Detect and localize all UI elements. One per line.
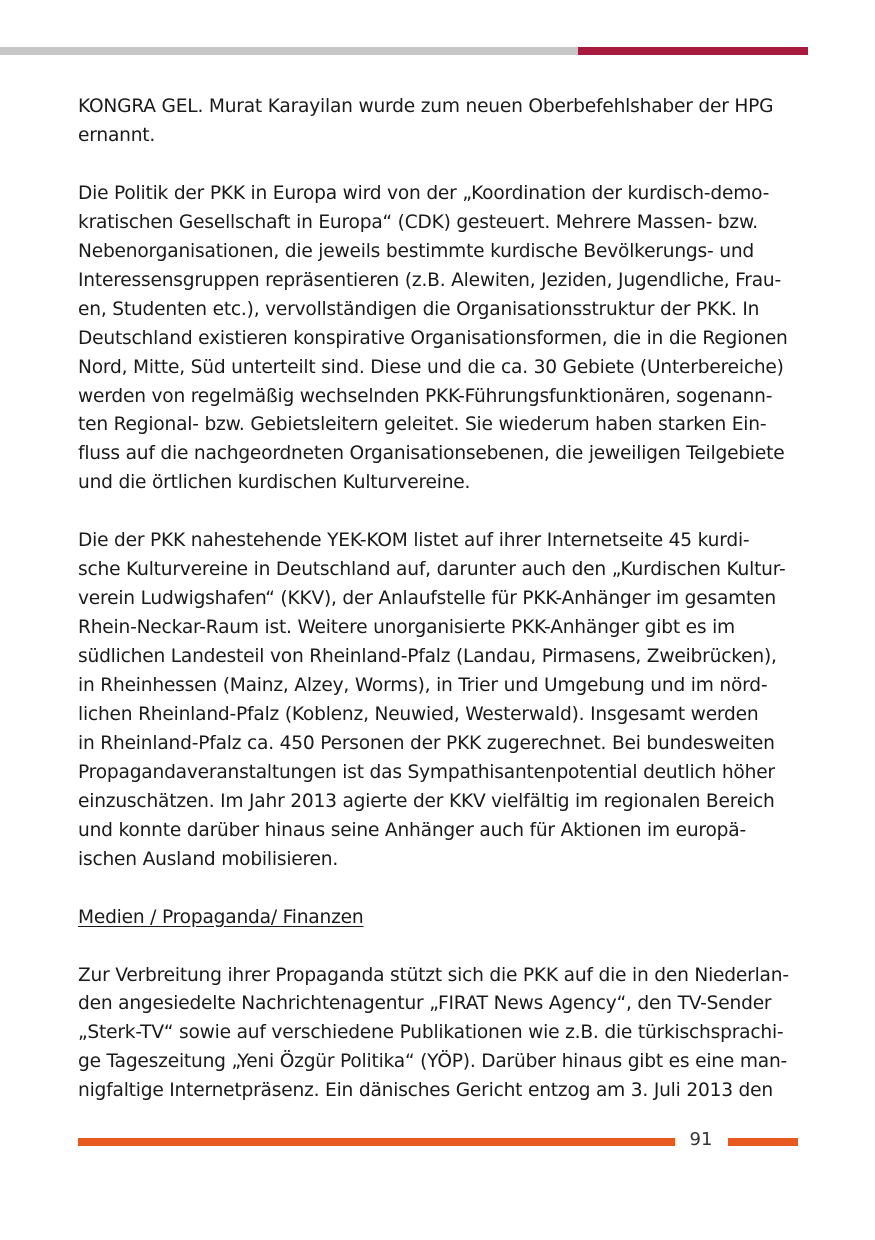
text-line: Die Politik der PKK in Europa wird von der „Koordination der kurdisch-demo- — [78, 182, 770, 204]
page-number: 91 — [689, 1129, 713, 1150]
text-line: Nebenorganisationen, die jeweils bestimmte kurdische Bevölkerungs- und — [78, 240, 755, 262]
text-line: in Rheinland-Pfalz ca. 450 Personen der PKK zugerechnet. Bei bundesweiten — [78, 732, 775, 754]
text-line: ten Regional- bzw. Gebietsleitern geleitet. Sie wiederum haben starken Ein- — [78, 414, 767, 436]
text-line: KONGRA GEL. Murat Karayilan wurde zum neuen Oberbefehlshaber der HPG — [78, 96, 774, 117]
paragraph-1 — [78, 93, 800, 151]
text-line: Nord, Mitte, Süd unterteilt sind. Diese und die ca. 30 Gebiete (Unterbereiche) — [78, 356, 784, 378]
text-line: ischen Ausland mobilisieren. — [78, 848, 339, 870]
text-line: ge Tageszeitung „Yeni Özgür Politika“ (YÖP). Darüber hinaus gibt es eine man- — [78, 1051, 788, 1073]
text-line: in Rheinhessen (Mainz, Alzey, Worms), in Trier und Umgebung und im nörd- — [78, 675, 768, 697]
header-rule-gray — [0, 47, 578, 55]
text-line: Interessensgruppen repräsentieren (z.B. Alewiten, Jeziden, Jugendliche, Frau- — [78, 269, 782, 291]
text-line: Die der PKK nahestehende YEK-KOM listet auf ihrer Internetseite 45 kurdi- — [78, 530, 750, 552]
text-line: sche Kulturvereine in Deutschland auf, darunter auch den „Kurdischen Kultur- — [78, 559, 786, 581]
text-line: und konnte darüber hinaus seine Anhänger auch für Aktionen im europä- — [78, 819, 746, 841]
section-heading-block — [78, 904, 800, 933]
text-line: kratischen Gesellschaft in Europa“ (CDK) gesteuert. Mehrere Massen- bzw. — [78, 211, 758, 233]
page-body — [78, 93, 800, 1106]
section-heading: Medien / Propaganda/ Finanzen — [78, 906, 364, 928]
text-line: lichen Rheinland-Pfalz (Koblenz, Neuwied, Westerwald). Insgesamt werden — [78, 703, 759, 725]
text-line: und die örtlichen kurdischen Kulturvereine. — [78, 472, 471, 494]
text-line: nigfaltige Internetpräsenz. Ein dänisches Gericht entzog am 3. Juli 2013 den — [78, 1080, 773, 1102]
text-line: „Sterk-TV“ sowie auf verschiedene Publikationen wie z.B. die türkischsprachi- — [78, 1022, 784, 1044]
text-line: en, Studenten etc.), vervollständigen die Organisationsstruktur der PKK. In — [78, 298, 760, 320]
footer-rule-right — [728, 1138, 798, 1146]
text-line: südlichen Landesteil von Rheinland-Pfalz (Landau, Pirmasens, Zweibrücken), — [78, 646, 777, 668]
text-line: Deutschland existieren konspirative Organisationsformen, die in die Regionen — [78, 327, 788, 349]
text-line: werden von regelmäßig wechselnden PKK-Führungsfunktionären, sogenann- — [78, 385, 773, 407]
paragraph-3 — [78, 527, 800, 874]
footer-rule-left — [78, 1138, 675, 1146]
paragraph-4 — [78, 962, 800, 1107]
text-line: den angesiedelte Nachrichtenagentur „FIRAT News Agency“, den TV-Sender — [78, 993, 772, 1015]
text-line: fluss auf die nachgeordneten Organisationsebenen, die jeweiligen Teilgebiete — [78, 443, 785, 465]
paragraph-2 — [78, 180, 800, 498]
text-line: Zur Verbreitung ihrer Propaganda stützt sich die PKK auf die in den Niederlan- — [78, 964, 789, 986]
text-line: verein Ludwigshafen“ (KKV), der Anlaufstelle für PKK-Anhänger im gesamten — [78, 588, 776, 610]
text-line: einzuschätzen. Im Jahr 2013 agierte der KKV vielfältig im regionalen Bereich — [78, 790, 775, 812]
text-line: Rhein-Neckar-Raum ist. Weitere unorganisierte PKK-Anhänger gibt es im — [78, 617, 735, 639]
text-line: ernannt. — [78, 124, 156, 146]
text-line: Propagandaveranstaltungen ist das Sympathisantenpotential deutlich höher — [78, 761, 775, 783]
header-rule-red — [578, 47, 808, 55]
